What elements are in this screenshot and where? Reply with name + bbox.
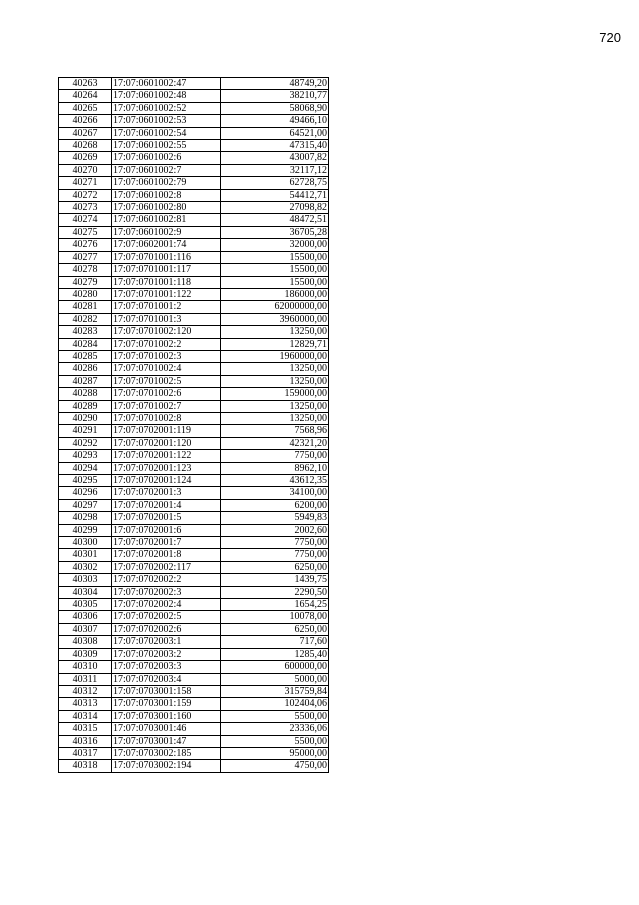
cadastral-number-cell: 17:07:0703001:159 (112, 698, 221, 710)
cadastral-value-cell: 43007,82 (221, 152, 329, 164)
cadastral-number-cell: 17:07:0701002:3 (112, 350, 221, 362)
cadastral-value-cell: 10078,00 (221, 611, 329, 623)
row-number-cell: 40316 (59, 735, 112, 747)
cadastral-number-cell: 17:07:0601002:52 (112, 102, 221, 114)
row-number-cell: 40274 (59, 214, 112, 226)
table-row (59, 102, 329, 114)
table-row (59, 586, 329, 598)
cadastral-number-cell: 17:07:0702002:3 (112, 586, 221, 598)
cadastral-value-cell: 62000000,00 (221, 301, 329, 313)
table-row (59, 673, 329, 685)
row-number-cell: 40289 (59, 400, 112, 412)
row-number-cell: 40301 (59, 549, 112, 561)
table-row (59, 313, 329, 325)
table-row (59, 611, 329, 623)
cadastral-number-cell: 17:07:0702001:6 (112, 524, 221, 536)
table-row (59, 338, 329, 350)
table-row (59, 226, 329, 238)
table-row (59, 450, 329, 462)
cadastral-value-cell: 2002,60 (221, 524, 329, 536)
cadastral-value-cell: 7750,00 (221, 450, 329, 462)
cadastral-value-table (58, 77, 329, 773)
row-number-cell: 40266 (59, 115, 112, 127)
cadastral-number-cell: 17:07:0702001:5 (112, 512, 221, 524)
table-row (59, 251, 329, 263)
cadastral-value-cell: 43612,35 (221, 475, 329, 487)
cadastral-value-cell: 32000,00 (221, 239, 329, 251)
cadastral-number-cell: 17:07:0702001:120 (112, 437, 221, 449)
row-number-cell: 40313 (59, 698, 112, 710)
cadastral-value-cell: 600000,00 (221, 661, 329, 673)
cadastral-value-cell: 64521,00 (221, 127, 329, 139)
cadastral-value-cell: 3960000,00 (221, 313, 329, 325)
cadastral-value-cell: 54412,71 (221, 189, 329, 201)
cadastral-value-cell: 13250,00 (221, 412, 329, 424)
cadastral-number-cell: 17:07:0601002:81 (112, 214, 221, 226)
cadastral-value-cell: 62728,75 (221, 177, 329, 189)
table-row (59, 499, 329, 511)
table-row (59, 412, 329, 424)
cadastral-value-cell: 42321,20 (221, 437, 329, 449)
table-row (59, 152, 329, 164)
table-row (59, 375, 329, 387)
cadastral-number-cell: 17:07:0601002:7 (112, 164, 221, 176)
cadastral-number-cell: 17:07:0702001:119 (112, 425, 221, 437)
cadastral-number-cell: 17:07:0601002:80 (112, 202, 221, 214)
row-number-cell: 40297 (59, 499, 112, 511)
table-row (59, 350, 329, 362)
row-number-cell: 40307 (59, 623, 112, 635)
cadastral-value-cell: 6250,00 (221, 561, 329, 573)
cadastral-number-cell: 17:07:0702001:124 (112, 475, 221, 487)
cadastral-value-cell: 4750,00 (221, 760, 329, 772)
cadastral-number-cell: 17:07:0601002:6 (112, 152, 221, 164)
cadastral-value-cell: 13250,00 (221, 375, 329, 387)
table-row (59, 239, 329, 251)
cadastral-value-cell: 12829,71 (221, 338, 329, 350)
cadastral-number-cell: 17:07:0702001:4 (112, 499, 221, 511)
row-number-cell: 40304 (59, 586, 112, 598)
row-number-cell: 40283 (59, 326, 112, 338)
cadastral-number-cell: 17:07:0601002:53 (112, 115, 221, 127)
table-row (59, 363, 329, 375)
table-row (59, 326, 329, 338)
cadastral-number-cell: 17:07:0601002:79 (112, 177, 221, 189)
cadastral-value-cell: 38210,77 (221, 90, 329, 102)
row-number-cell: 40302 (59, 561, 112, 573)
table-row (59, 735, 329, 747)
cadastral-value-cell: 5500,00 (221, 735, 329, 747)
row-number-cell: 40318 (59, 760, 112, 772)
row-number-cell: 40284 (59, 338, 112, 350)
cadastral-number-cell: 17:07:0601002:8 (112, 189, 221, 201)
row-number-cell: 40293 (59, 450, 112, 462)
row-number-cell: 40273 (59, 202, 112, 214)
row-number-cell: 40278 (59, 264, 112, 276)
row-number-cell: 40279 (59, 276, 112, 288)
row-number-cell: 40299 (59, 524, 112, 536)
cadastral-number-cell: 17:07:0703001:158 (112, 685, 221, 697)
table-row (59, 90, 329, 102)
cadastral-value-cell: 13250,00 (221, 363, 329, 375)
table-row (59, 512, 329, 524)
cadastral-number-cell: 17:07:0702003:4 (112, 673, 221, 685)
cadastral-number-cell: 17:07:0703002:185 (112, 747, 221, 759)
cadastral-number-cell: 17:07:0701002:6 (112, 388, 221, 400)
table-row (59, 549, 329, 561)
table-row (59, 264, 329, 276)
table-row (59, 685, 329, 697)
table-row (59, 388, 329, 400)
cadastral-value-cell: 48749,20 (221, 78, 329, 90)
table-row (59, 425, 329, 437)
table-row (59, 537, 329, 549)
cadastral-value-cell: 15500,00 (221, 264, 329, 276)
row-number-cell: 40315 (59, 723, 112, 735)
cadastral-value-cell: 15500,00 (221, 276, 329, 288)
row-number-cell: 40285 (59, 350, 112, 362)
cadastral-number-cell: 17:07:0702002:5 (112, 611, 221, 623)
row-number-cell: 40312 (59, 685, 112, 697)
row-number-cell: 40270 (59, 164, 112, 176)
table-row (59, 301, 329, 313)
row-number-cell: 40306 (59, 611, 112, 623)
cadastral-number-cell: 17:07:0702001:7 (112, 537, 221, 549)
cadastral-value-cell: 8962,10 (221, 462, 329, 474)
row-number-cell: 40290 (59, 412, 112, 424)
cadastral-number-cell: 17:07:0701001:122 (112, 288, 221, 300)
table-row (59, 115, 329, 127)
cadastral-number-cell: 17:07:0703002:194 (112, 760, 221, 772)
cadastral-number-cell: 17:07:0601002:55 (112, 140, 221, 152)
table-row (59, 747, 329, 759)
table-row (59, 661, 329, 673)
cadastral-number-cell: 17:07:0703001:46 (112, 723, 221, 735)
row-number-cell: 40300 (59, 537, 112, 549)
cadastral-value-cell: 32117,12 (221, 164, 329, 176)
cadastral-value-cell: 159000,00 (221, 388, 329, 400)
cadastral-value-cell: 6250,00 (221, 623, 329, 635)
cadastral-value-cell: 13250,00 (221, 400, 329, 412)
table-row (59, 524, 329, 536)
cadastral-number-cell: 17:07:0702002:2 (112, 574, 221, 586)
table-row (59, 276, 329, 288)
table-row (59, 723, 329, 735)
table-row (59, 189, 329, 201)
cadastral-value-cell: 1960000,00 (221, 350, 329, 362)
row-number-cell: 40269 (59, 152, 112, 164)
cadastral-number-cell: 17:07:0701001:116 (112, 251, 221, 263)
cadastral-value-cell: 5000,00 (221, 673, 329, 685)
cadastral-number-cell: 17:07:0701001:2 (112, 301, 221, 313)
cadastral-number-cell: 17:07:0702003:3 (112, 661, 221, 673)
row-number-cell: 40271 (59, 177, 112, 189)
row-number-cell: 40291 (59, 425, 112, 437)
row-number-cell: 40265 (59, 102, 112, 114)
table-row (59, 437, 329, 449)
row-number-cell: 40298 (59, 512, 112, 524)
table-body (59, 78, 329, 773)
table-row (59, 760, 329, 772)
row-number-cell: 40308 (59, 636, 112, 648)
row-number-cell: 40280 (59, 288, 112, 300)
table-row (59, 623, 329, 635)
cadastral-number-cell: 17:07:0702002:117 (112, 561, 221, 573)
row-number-cell: 40309 (59, 648, 112, 660)
cadastral-value-cell: 1654,25 (221, 599, 329, 611)
cadastral-value-cell: 15500,00 (221, 251, 329, 263)
table-row (59, 561, 329, 573)
cadastral-value-cell: 5949,83 (221, 512, 329, 524)
cadastral-value-cell: 717,60 (221, 636, 329, 648)
cadastral-number-cell: 17:07:0703001:160 (112, 710, 221, 722)
table-row (59, 288, 329, 300)
row-number-cell: 40287 (59, 375, 112, 387)
row-number-cell: 40295 (59, 475, 112, 487)
row-number-cell: 40310 (59, 661, 112, 673)
cadastral-value-cell: 7568,96 (221, 425, 329, 437)
row-number-cell: 40267 (59, 127, 112, 139)
table-row (59, 462, 329, 474)
cadastral-number-cell: 17:07:0701001:118 (112, 276, 221, 288)
table-row (59, 710, 329, 722)
row-number-cell: 40317 (59, 747, 112, 759)
cadastral-number-cell: 17:07:0701002:120 (112, 326, 221, 338)
table-row (59, 140, 329, 152)
row-number-cell: 40314 (59, 710, 112, 722)
cadastral-value-cell: 6200,00 (221, 499, 329, 511)
cadastral-number-cell: 17:07:0702001:8 (112, 549, 221, 561)
table-row (59, 698, 329, 710)
cadastral-value-cell: 2290,50 (221, 586, 329, 598)
row-number-cell: 40311 (59, 673, 112, 685)
cadastral-value-cell: 13250,00 (221, 326, 329, 338)
cadastral-number-cell: 17:07:0701001:117 (112, 264, 221, 276)
table-row (59, 487, 329, 499)
page-number: 720 (599, 30, 621, 45)
cadastral-value-cell: 186000,00 (221, 288, 329, 300)
cadastral-value-cell: 1285,40 (221, 648, 329, 660)
row-number-cell: 40303 (59, 574, 112, 586)
row-number-cell: 40282 (59, 313, 112, 325)
cadastral-number-cell: 17:07:0601002:47 (112, 78, 221, 90)
row-number-cell: 40286 (59, 363, 112, 375)
cadastral-number-cell: 17:07:0701002:4 (112, 363, 221, 375)
row-number-cell: 40305 (59, 599, 112, 611)
cadastral-value-cell: 47315,40 (221, 140, 329, 152)
cadastral-value-cell: 7750,00 (221, 549, 329, 561)
cadastral-number-cell: 17:07:0703001:47 (112, 735, 221, 747)
cadastral-number-cell: 17:07:0702003:1 (112, 636, 221, 648)
table-row (59, 574, 329, 586)
cadastral-value-cell: 27098,82 (221, 202, 329, 214)
row-number-cell: 40294 (59, 462, 112, 474)
cadastral-number-cell: 17:07:0601002:54 (112, 127, 221, 139)
row-number-cell: 40281 (59, 301, 112, 313)
cadastral-value-cell: 49466,10 (221, 115, 329, 127)
row-number-cell: 40264 (59, 90, 112, 102)
row-number-cell: 40292 (59, 437, 112, 449)
table-row (59, 636, 329, 648)
row-number-cell: 40263 (59, 78, 112, 90)
cadastral-value-cell: 48472,51 (221, 214, 329, 226)
table-row (59, 400, 329, 412)
row-number-cell: 40268 (59, 140, 112, 152)
cadastral-value-cell: 36705,28 (221, 226, 329, 238)
cadastral-value-cell: 23336,06 (221, 723, 329, 735)
cadastral-number-cell: 17:07:0602001:74 (112, 239, 221, 251)
cadastral-number-cell: 17:07:0701001:3 (112, 313, 221, 325)
row-number-cell: 40296 (59, 487, 112, 499)
cadastral-number-cell: 17:07:0702001:3 (112, 487, 221, 499)
table-row (59, 177, 329, 189)
cadastral-number-cell: 17:07:0702003:2 (112, 648, 221, 660)
cadastral-number-cell: 17:07:0701002:5 (112, 375, 221, 387)
cadastral-value-cell: 95000,00 (221, 747, 329, 759)
table-row (59, 648, 329, 660)
cadastral-number-cell: 17:07:0601002:9 (112, 226, 221, 238)
cadastral-value-cell: 58068,90 (221, 102, 329, 114)
cadastral-number-cell: 17:07:0701002:2 (112, 338, 221, 350)
row-number-cell: 40275 (59, 226, 112, 238)
cadastral-number-cell: 17:07:0701002:8 (112, 412, 221, 424)
table-row (59, 214, 329, 226)
cadastral-value-cell: 102404,06 (221, 698, 329, 710)
row-number-cell: 40277 (59, 251, 112, 263)
table-row (59, 599, 329, 611)
cadastral-number-cell: 17:07:0702002:6 (112, 623, 221, 635)
cadastral-value-cell: 7750,00 (221, 537, 329, 549)
cadastral-value-cell: 5500,00 (221, 710, 329, 722)
table-row (59, 78, 329, 90)
cadastral-number-cell: 17:07:0702001:123 (112, 462, 221, 474)
table-row (59, 164, 329, 176)
cadastral-value-cell: 315759,84 (221, 685, 329, 697)
cadastral-number-cell: 17:07:0701002:7 (112, 400, 221, 412)
cadastral-value-cell: 1439,75 (221, 574, 329, 586)
row-number-cell: 40276 (59, 239, 112, 251)
table-row (59, 475, 329, 487)
cadastral-number-cell: 17:07:0601002:48 (112, 90, 221, 102)
row-number-cell: 40272 (59, 189, 112, 201)
cadastral-number-cell: 17:07:0702002:4 (112, 599, 221, 611)
table-row (59, 202, 329, 214)
row-number-cell: 40288 (59, 388, 112, 400)
cadastral-value-cell: 34100,00 (221, 487, 329, 499)
cadastral-number-cell: 17:07:0702001:122 (112, 450, 221, 462)
table-row (59, 127, 329, 139)
